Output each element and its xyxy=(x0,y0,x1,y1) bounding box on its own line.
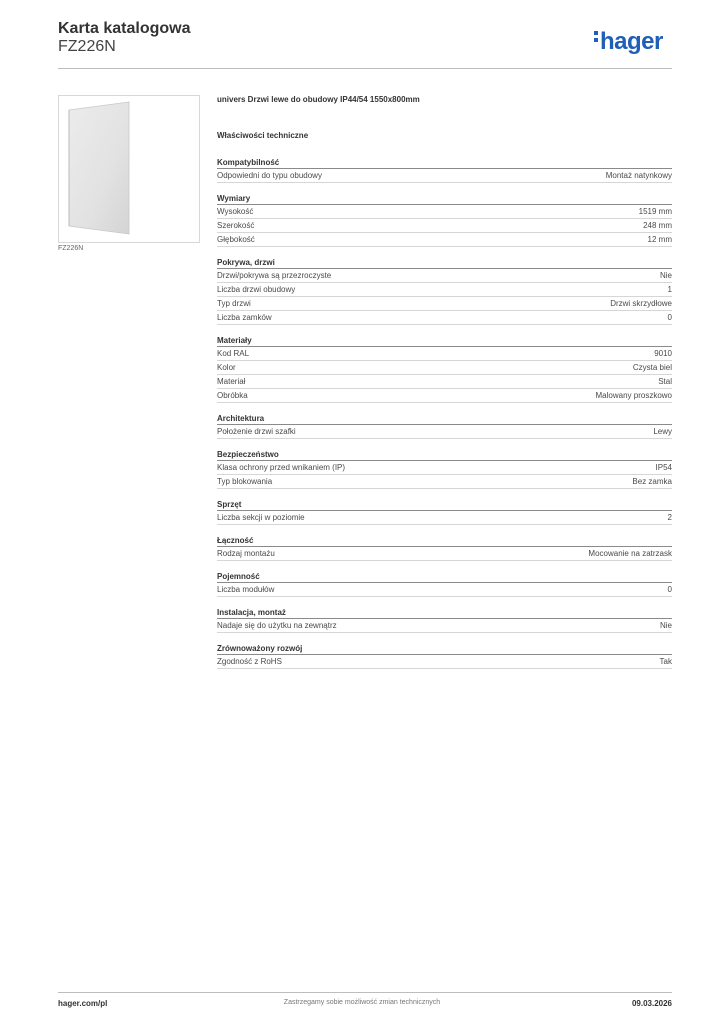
spec-label: Liczba sekcji w poziomie xyxy=(217,513,305,522)
spec-row xyxy=(217,169,672,183)
spec-label: Odpowiedni do typu obudowy xyxy=(217,171,322,180)
spec-label: Szerokość xyxy=(217,221,255,230)
spec-value: 12 mm xyxy=(647,235,672,244)
section-title: Sprzęt xyxy=(217,499,672,511)
spec-row xyxy=(217,219,672,233)
header-divider xyxy=(58,68,672,69)
spec-label: Liczba zamków xyxy=(217,313,272,322)
spec-section xyxy=(217,413,672,439)
spec-label: Klasa ochrony przed wnikaniem (IP) xyxy=(217,463,346,472)
spec-row xyxy=(217,619,672,633)
footer-disclaimer: Zastrzegamy sobie możliwość zmian technicznych xyxy=(283,999,441,1006)
spec-row xyxy=(217,205,672,219)
section-title: Bezpieczeństwo xyxy=(217,449,672,461)
spec-value: 0 xyxy=(667,313,672,322)
spec-value: Malowany proszkowo xyxy=(595,391,672,400)
spec-row xyxy=(217,375,672,389)
section-title: Pokrywa, drzwi xyxy=(217,257,672,269)
product-name: univers Drzwi lewe do obudowy IP44/54 1550x800mm xyxy=(217,95,420,104)
spec-label: Zgodność z RoHS xyxy=(217,657,282,666)
image-caption: FZ226N xyxy=(58,245,84,252)
spec-row xyxy=(217,475,672,489)
spec-row xyxy=(217,233,672,247)
section-title: Architektura xyxy=(217,413,672,425)
spec-row xyxy=(217,583,672,597)
section-title: Pojemność xyxy=(217,571,672,583)
spec-row xyxy=(217,297,672,311)
spec-label: Typ drzwi xyxy=(217,299,251,308)
spec-value: Lewy xyxy=(653,427,672,436)
spec-row xyxy=(217,389,672,403)
section-title: Zrównoważony rozwój xyxy=(217,643,672,655)
spec-sections xyxy=(217,157,672,669)
spec-row xyxy=(217,347,672,361)
spec-label: Typ blokowania xyxy=(217,477,273,486)
section-title: Instalacja, montaż xyxy=(217,607,672,619)
spec-value: 1 xyxy=(667,285,672,294)
spec-value: IP54 xyxy=(655,463,672,472)
spec-label: Materiał xyxy=(217,377,246,386)
spec-value: Czysta biel xyxy=(632,363,672,372)
footer-website[interactable]: hager.com/pl xyxy=(58,999,108,1008)
spec-section xyxy=(217,335,672,403)
spec-value: Mocowanie na zatrzask xyxy=(588,549,672,558)
product-code: FZ226N xyxy=(58,38,116,55)
spec-label: Liczba modułów xyxy=(217,585,275,594)
properties-heading: Właściwości techniczne xyxy=(217,131,309,140)
spec-row xyxy=(217,361,672,375)
spec-label: Położenie drzwi szafki xyxy=(217,427,296,436)
page-title: Karta katalogowa xyxy=(58,20,191,37)
spec-label: Wysokość xyxy=(217,207,254,216)
spec-section xyxy=(217,535,672,561)
hager-logo xyxy=(594,28,663,56)
spec-label: Głębokość xyxy=(217,235,255,244)
spec-section xyxy=(217,643,672,669)
section-title: Kompatybilność xyxy=(217,157,672,169)
spec-value: Drzwi skrzydłowe xyxy=(610,299,672,308)
spec-value: Stal xyxy=(658,377,672,386)
spec-label: Drzwi/pokrywa są przezroczyste xyxy=(217,271,332,280)
spec-label: Kod RAL xyxy=(217,349,250,358)
spec-row xyxy=(217,461,672,475)
spec-value: Bez zamka xyxy=(632,477,672,486)
spec-section xyxy=(217,193,672,247)
spec-row xyxy=(217,655,672,669)
spec-label: Obróbka xyxy=(217,391,248,400)
spec-section xyxy=(217,499,672,525)
spec-value: Nie xyxy=(659,271,672,280)
spec-section xyxy=(217,157,672,183)
product-image-frame xyxy=(58,95,200,243)
spec-row xyxy=(217,511,672,525)
spec-row xyxy=(217,269,672,283)
spec-section xyxy=(217,571,672,597)
spec-sheet xyxy=(217,95,672,679)
spec-label: Rodzaj montażu xyxy=(217,549,275,558)
spec-value: 248 mm xyxy=(643,221,672,230)
spec-row xyxy=(217,311,672,325)
spec-row xyxy=(217,283,672,297)
footer-date: 09.03.2026 xyxy=(631,999,672,1008)
spec-label: Liczba drzwi obudowy xyxy=(217,285,296,294)
spec-row xyxy=(217,425,672,439)
spec-value: 0 xyxy=(667,585,672,594)
section-title: Wymiary xyxy=(217,193,672,205)
spec-row xyxy=(217,547,672,561)
logo-dots-icon xyxy=(594,31,598,45)
logo-text: hager xyxy=(600,28,663,55)
spec-label: Nadaje się do użytku na zewnątrz xyxy=(217,621,337,630)
footer-divider xyxy=(58,992,672,993)
section-title: Łączność xyxy=(217,535,672,547)
spec-value: Nie xyxy=(659,621,672,630)
spec-value: Tak xyxy=(659,657,672,666)
spec-section xyxy=(217,607,672,633)
spec-section xyxy=(217,257,672,325)
section-title: Materiały xyxy=(217,335,672,347)
spec-label: Kolor xyxy=(217,363,236,372)
spec-value: 9010 xyxy=(654,349,672,358)
spec-value: Montaż natynkowy xyxy=(605,171,672,180)
spec-value: 2 xyxy=(667,513,672,522)
spec-value: 1519 mm xyxy=(638,207,672,216)
door-panel-image xyxy=(67,100,133,236)
spec-section xyxy=(217,449,672,489)
